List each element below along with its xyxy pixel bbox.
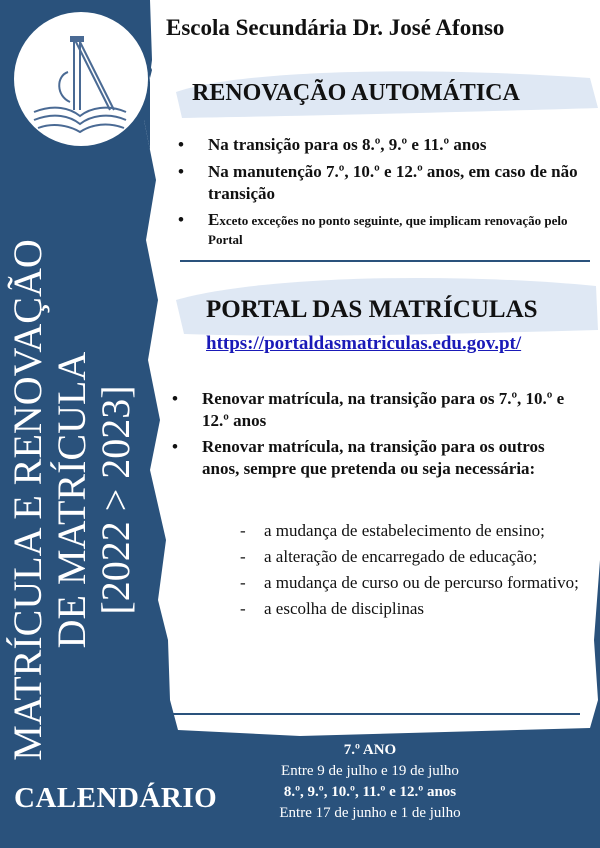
vertical-title	[6, 220, 146, 780]
note-initial: E	[208, 210, 220, 229]
portal-list	[166, 388, 586, 484]
sublist-item: - a escolha de disciplinas	[236, 598, 586, 620]
sublist-item: - a mudança de curso ou de percurso formativo;	[236, 572, 586, 594]
list-item: • Renovar matrícula, na transição para os outros anos, sempre que pretenda ou seja necessária:	[166, 436, 586, 480]
list-item: • Na manutenção 7.º, 10.º e 12.º anos, em caso de não transição	[172, 161, 592, 205]
renovacao-list	[172, 134, 592, 254]
sublist-item: - a alteração de encarregado de educação;	[236, 546, 586, 568]
calendar-group1-title: 7.º ANO	[343, 742, 397, 758]
portal-title: PORTAL DAS MATRÍCULAS	[206, 296, 538, 323]
list-item: • Na transição para os 8.º, 9.º e 11.º anos	[172, 134, 592, 156]
note-text: xceto exceções no ponto seguinte, que implicam renovação pelo Portal	[208, 213, 568, 247]
school-logo-icon	[14, 12, 148, 146]
vertical-title-line2: DE MATRÍCULA	[49, 351, 94, 649]
calendar-group2-dates: Entre 17 de junho e 1 de julho	[279, 805, 461, 821]
calendar-label: CALENDÁRIO	[14, 782, 218, 814]
calendar-group1-dates: Entre 9 de julho e 19 de julho	[281, 763, 459, 779]
school-name: Escola Secundária Dr. José Afonso	[166, 15, 505, 40]
renovacao-title: RENOVAÇÃO AUTOMÁTICA	[192, 80, 520, 106]
vertical-title-line1: MATRÍCULA E RENOVAÇÃO	[5, 239, 50, 761]
portal-link[interactable]: https://portaldasmatriculas.edu.gov.pt/	[206, 333, 522, 354]
sublist-item: - a mudança de estabelecimento de ensino;	[236, 520, 586, 542]
list-item: • Renovar matrícula, na transição para os 7.º, 10.º e 12.º anos	[166, 388, 586, 432]
portal-sublist	[236, 520, 586, 624]
calendar-group2-title: 8.º, 9.º, 10.º, 11.º e 12.º anos	[283, 784, 457, 800]
vertical-title-line3: [2022 > 2023]	[93, 385, 138, 615]
divider	[172, 713, 580, 715]
calendar-block	[236, 740, 504, 824]
list-item-note	[172, 210, 592, 249]
divider	[180, 260, 590, 262]
